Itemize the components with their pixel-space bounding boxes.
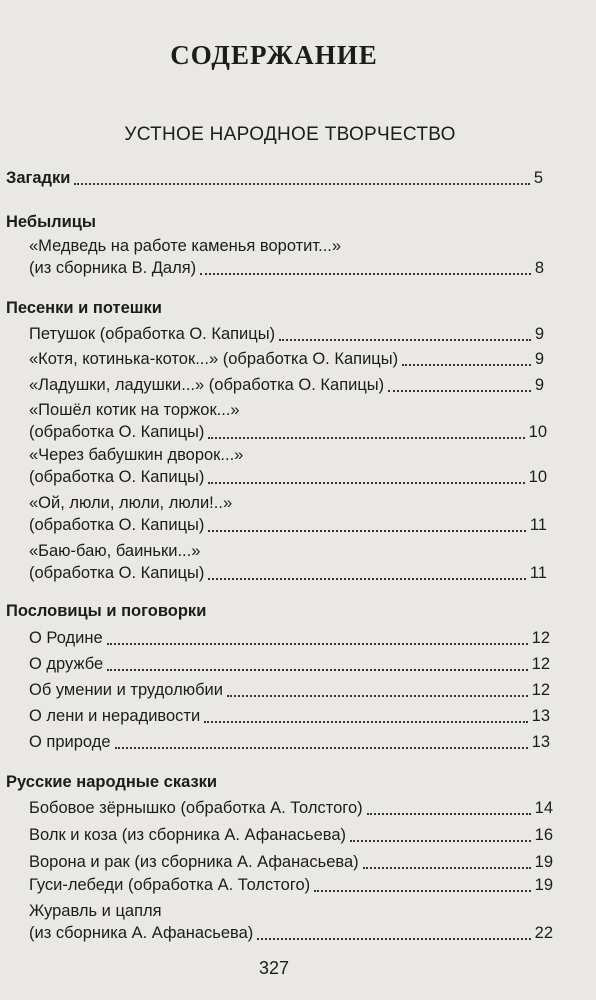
toc-entry-label: (обработка О. Капицы) xyxy=(29,564,205,582)
toc-entry-label: (из сборника В. Даля) xyxy=(29,259,197,277)
toc-entry-page: 12 xyxy=(531,655,550,673)
toc-entry-kotik[interactable] xyxy=(29,418,547,442)
toc-entry-page: 12 xyxy=(531,681,550,699)
toc-entry-page: 13 xyxy=(531,733,550,751)
toc-entry-priroda[interactable] xyxy=(29,728,550,752)
toc-entry-line1[interactable]: Журавль и цапля xyxy=(29,902,162,920)
toc-entry-label: О лени и нерадивости xyxy=(29,707,201,725)
leader-dots xyxy=(314,889,530,892)
leader-dots xyxy=(200,272,531,275)
leader-dots xyxy=(350,839,531,842)
toc-entry-bobovoe[interactable] xyxy=(29,794,553,818)
toc-entry-label: «Ладушки, ладушки...» (обработка О. Капицы) xyxy=(29,376,385,394)
leader-dots xyxy=(208,436,524,439)
toc-entry-page: 9 xyxy=(534,350,544,368)
toc-entry-vorona[interactable] xyxy=(29,848,553,872)
toc-entry-rodina[interactable] xyxy=(29,624,550,648)
toc-entry-line1[interactable]: «Баю-баю, баиньки...» xyxy=(29,542,201,560)
toc-entry-line1[interactable]: «Ой, люли, люли, люли!..» xyxy=(29,494,233,512)
toc-entry-gusi[interactable] xyxy=(29,871,553,895)
leader-dots xyxy=(107,668,528,671)
toc-entry-label: О природе xyxy=(29,733,111,751)
section-heading-poslovitsy: Пословицы и поговорки xyxy=(6,602,207,620)
toc-entry-line1[interactable]: «Через бабушкин дворок...» xyxy=(29,446,244,464)
toc-entry-len[interactable] xyxy=(29,702,550,726)
toc-entry-label: (обработка О. Капицы) xyxy=(29,423,205,441)
leader-dots xyxy=(107,642,528,645)
toc-entry-druzhba[interactable] xyxy=(29,650,550,674)
page-title: СОДЕРЖАНИЕ xyxy=(170,40,378,70)
leader-dots xyxy=(227,694,528,697)
toc-entry-zagadki[interactable] xyxy=(6,164,543,188)
toc-entry-bayu[interactable] xyxy=(29,559,547,583)
leader-dots xyxy=(204,720,527,723)
toc-entry-lyuli[interactable] xyxy=(29,511,547,535)
section-heading-skazki: Русские народные сказки xyxy=(6,773,218,791)
leader-dots xyxy=(279,338,531,341)
leader-dots xyxy=(208,529,525,532)
leader-dots xyxy=(208,577,525,580)
toc-entry-label: (из сборника А. Афанасьева) xyxy=(29,924,254,942)
toc-entry-label: О дружбе xyxy=(29,655,104,673)
toc-entry-label: (обработка О. Капицы) xyxy=(29,468,205,486)
toc-entry-page: 10 xyxy=(528,468,547,486)
leader-dots xyxy=(74,182,529,185)
toc-entry-page: 9 xyxy=(534,325,544,343)
toc-entry-page: 8 xyxy=(534,259,544,277)
leader-dots xyxy=(367,812,531,815)
section-heading-pesenki: Песенки и потешки xyxy=(6,299,162,317)
leader-dots xyxy=(402,363,531,366)
leader-dots xyxy=(115,746,528,749)
toc-entry-label: Загадки xyxy=(6,169,71,187)
toc-entry-kotya[interactable] xyxy=(29,345,544,369)
toc-entry-label: Об умении и трудолюбии xyxy=(29,681,223,699)
toc-entry-petushok[interactable] xyxy=(29,320,544,344)
toc-entry-zhuravl[interactable] xyxy=(29,919,553,943)
toc-entry-label: Бобовое зёрнышко (обработка А. Толстого) xyxy=(29,799,363,817)
toc-entry-page: 16 xyxy=(534,826,553,844)
toc-entry-page: 22 xyxy=(534,924,553,942)
toc-entry-page: 9 xyxy=(534,376,544,394)
leader-dots xyxy=(363,866,531,869)
toc-entry-page: 5 xyxy=(533,169,543,187)
toc-entry-page: 19 xyxy=(534,853,553,871)
toc-entry-medved[interactable] xyxy=(29,254,544,278)
toc-entry-label: О Родине xyxy=(29,629,103,647)
toc-entry-line1[interactable]: «Пошёл котик на торжок...» xyxy=(29,401,240,419)
toc-entry-dvorok[interactable] xyxy=(29,463,547,487)
part-title: УСТНОЕ НАРОДНОЕ ТВОРЧЕСТВО xyxy=(124,124,456,145)
toc-entry-label: Ворона и рак (из сборника А. Афанасьева) xyxy=(29,853,359,871)
toc-entry-umenie[interactable] xyxy=(29,676,550,700)
toc-entry-page: 11 xyxy=(529,516,547,534)
toc-entry-page: 11 xyxy=(529,564,547,582)
toc-entry-label: Петушок (обработка О. Капицы) xyxy=(29,325,276,343)
toc-entry-page: 12 xyxy=(531,629,550,647)
leader-dots xyxy=(257,937,530,940)
toc-entry-volk[interactable] xyxy=(29,821,553,845)
toc-entry-line1[interactable]: «Медведь на работе каменья воротит...» xyxy=(29,237,342,255)
toc-entry-ladushki[interactable] xyxy=(29,371,544,395)
section-heading-nebylitsy: Небылицы xyxy=(6,213,97,231)
toc-entry-page: 14 xyxy=(534,799,553,817)
toc-entry-page: 10 xyxy=(528,423,547,441)
leader-dots xyxy=(208,481,524,484)
toc-entry-label: Гуси-лебеди (обработка А. Толстого) xyxy=(29,876,311,894)
leader-dots xyxy=(388,389,531,392)
toc-entry-label: Волк и коза (из сборника А. Афанасьева) xyxy=(29,826,347,844)
toc-entry-page: 13 xyxy=(531,707,550,725)
toc-entry-label: «Котя, котинька-коток...» (обработка О. Капицы) xyxy=(29,350,399,368)
toc-entry-page: 19 xyxy=(534,876,553,894)
toc-entry-label: (обработка О. Капицы) xyxy=(29,516,205,534)
page-number: 327 xyxy=(258,958,290,978)
